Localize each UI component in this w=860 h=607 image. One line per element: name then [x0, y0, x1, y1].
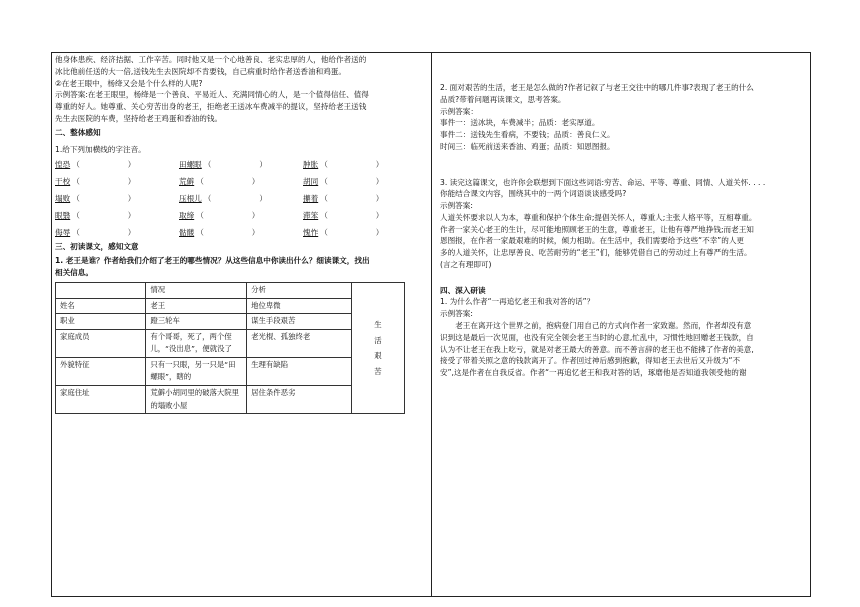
side-label-cell — [352, 283, 405, 414]
answer-blank-open: （ — [196, 210, 204, 220]
row-situation: 老王 — [146, 298, 247, 314]
table-header-cell: 分析 — [247, 283, 352, 299]
answer-blank-close: ） — [375, 160, 384, 170]
right-column — [440, 82, 807, 379]
answer-blank-open: （ — [72, 160, 80, 170]
pinyin-item — [55, 210, 179, 222]
answer-blank-close: ） — [127, 210, 136, 220]
pinyin-word: 骷髅 — [179, 227, 195, 237]
pinyin-item — [55, 193, 179, 205]
pinyin-grid — [55, 159, 427, 239]
pinyin-word: 攥着 — [303, 194, 319, 204]
intro-text: 他身体患疾、经济拮据、工作辛苦。同时他又是一个心地善良、老实忠厚的人，他给作者送的 — [55, 55, 367, 64]
row-analysis: 居住条件恶劣 — [247, 386, 352, 414]
row-situation: 蹬三轮车 — [146, 314, 247, 330]
row-situation: 有个哥哥，死了，两个侄儿，“没出息”，便就没了 — [146, 329, 247, 357]
answer-text: 作者一家关心老王的生计，尽可能地照顾老王的生意，尊重老王，让他有尊严地挣钱;而老王知 — [440, 224, 754, 234]
pinyin-item — [179, 227, 303, 239]
pinyin-word: 肿胀 — [303, 160, 319, 170]
question-text: 1. 为什么作者“一再追忆老王和我对答的话”？ — [440, 297, 595, 307]
pinyin-item — [55, 227, 179, 239]
question-2: ②在老王眼中，杨绛又会是个什么样的人呢? — [55, 78, 203, 88]
row-label: 家庭住址 — [56, 386, 146, 414]
answer-blank-open: （ — [203, 194, 212, 204]
answer-blank-open: （ — [72, 194, 80, 204]
pinyin-item — [303, 159, 427, 171]
answer-blank-open: （ — [196, 177, 204, 187]
section-heading: 三、初读课文，感知文意 — [55, 241, 139, 251]
pinyin-word: 田螺眼 — [179, 160, 202, 170]
answer-text: 先生去医院的车费，坚持给老王鸡蛋和香油的钱。 — [55, 113, 223, 123]
answer-blank-close: ） — [251, 227, 260, 237]
side-char: 苦 — [374, 366, 382, 376]
row-situation: 荒僻小胡同里的破落大院里的塌败小屋 — [146, 386, 247, 414]
example-label: 示例答案： — [440, 106, 478, 116]
pinyin-word: 滞笨 — [303, 210, 319, 220]
pinyin-word: 取缔 — [179, 210, 195, 220]
left-column — [55, 54, 427, 414]
answer-blank-open: （ — [320, 210, 328, 220]
question-text: 3. 读完这篇课文，也许你会联想到下面这些词语:穷苦、命运、平等、尊重、同情、人道关怀. . . . — [440, 177, 766, 187]
pinyin-word: 荒僻 — [179, 177, 195, 187]
answer-text: 人道关怀要求以人为本，尊重和保护个体生命;提倡关怀人，尊重人;主张人格平等，互相尊重。 — [440, 212, 757, 222]
pinyin-item — [179, 159, 303, 171]
answer-blank-open: （ — [320, 227, 328, 237]
pinyin-item — [179, 193, 303, 205]
side-char: 活 — [374, 335, 382, 345]
pinyin-word: 干校 — [55, 177, 71, 187]
answer-blank-open: （ — [320, 160, 328, 170]
row-analysis: 谋生手段艰苦 — [247, 314, 352, 330]
pinyin-item — [179, 210, 303, 222]
answer-blank-open: （ — [320, 177, 328, 187]
pinyin-item — [303, 210, 427, 222]
pinyin-word: 侮辱 — [55, 227, 71, 237]
answer-blank-close: ） — [259, 160, 267, 170]
answer-blank-close: ） — [127, 160, 136, 170]
example-label: 示例答案: — [440, 309, 473, 319]
table-header-cell — [56, 283, 146, 299]
row-label: 家庭成员 — [56, 329, 146, 357]
pinyin-item — [303, 176, 427, 188]
side-char: 艰 — [374, 351, 382, 361]
answer-text: 示例答案:在老王眼里，杨绛是一个善良、平易近人、充满同情心的人，是一个值得信任、值得 — [55, 90, 369, 100]
answer-blank-close: ） — [251, 210, 260, 220]
answer-blank-open: （ — [196, 227, 204, 237]
paragraph-text: 安”,这是作者在自我反省。作者“一再追忆老王和我对答的话，琢磨他是否知道我领受他的谢 — [440, 368, 747, 378]
question-text: 你能结合课文内容，围绕其中的一两个词语谈谈感受吗? — [440, 189, 627, 199]
pinyin-word: 惶恐 — [55, 160, 71, 170]
answer-blank-close: ） — [127, 194, 136, 204]
pinyin-word: 眼翳 — [55, 210, 71, 220]
answer-blank-open: （ — [320, 194, 328, 204]
row-situation: 只有一只眼，另一只是“田螺眼”，瞎的 — [146, 357, 247, 385]
section-heading: 二、整体感知 — [55, 127, 101, 137]
intro-text: 冰比他前任送的大一倍,送钱先生去医院却不肯要钱，自己病重时给作者送香油和鸡蛋。 — [55, 66, 346, 76]
answer-blank-close: ） — [375, 177, 384, 187]
pinyin-item — [179, 176, 303, 188]
answer-blank-close: ） — [375, 210, 384, 220]
question-text: 相关信息。 — [55, 268, 93, 278]
question-text: 品质?带着问题再读课文，思考答案。 — [440, 94, 566, 104]
column-divider — [431, 52, 432, 597]
question-text: 2. 面对艰苦的生活，老王是怎么做的?作者记叙了与老王交往中的哪几件事?表现了老王的什么 — [440, 83, 754, 92]
section-heading: 四、深入研读 — [440, 285, 486, 295]
row-analysis: 地位卑微 — [247, 298, 352, 314]
answer-note: (言之有理即可) — [440, 259, 492, 269]
paragraph-text: 认为不让老王在我上吃亏，就是对老王最大的善意。而不善言辞的老王也不能拂了作者的美意, — [440, 344, 754, 354]
table-header-cell: 情况 — [146, 283, 247, 299]
info-table — [55, 282, 405, 414]
answer-blank-open: （ — [72, 210, 80, 220]
pinyin-item — [55, 176, 179, 188]
row-label: 外貌特征 — [56, 357, 146, 385]
pinyin-word: 塌败 — [55, 194, 71, 204]
answer-blank-close: ） — [259, 194, 267, 204]
row-label: 职业 — [56, 314, 146, 330]
answer-text: 尊重的好人。她尊重、关心穷苦出身的老王，拒绝老王送冰车费减半的提议，坚持给老王送钱 — [55, 102, 367, 112]
row-analysis: 生理有缺陷 — [247, 357, 352, 385]
pinyin-word: 胡同 — [303, 177, 319, 187]
event-line: 时间三：临死前送来香油、鸡蛋；品质：知恩图报。 — [440, 141, 615, 151]
paragraph-text: 接受了带着关照之意的钱款离开了。作者回过神后感到抱歉，得知老王去世后又升级为“不 — [440, 356, 741, 366]
answer-blank-open: （ — [203, 160, 212, 170]
answer-blank-open: （ — [72, 227, 80, 237]
answer-blank-close: ） — [375, 227, 384, 237]
pinyin-word: 压根儿 — [179, 194, 202, 204]
answer-blank-close: ） — [375, 194, 384, 204]
answer-blank-close: ） — [251, 177, 260, 187]
side-char: 生 — [374, 320, 382, 329]
answer-text: 恩图报，在作者一家最艰难的时候，倾力相助。在生活中，我们需要给予这些“不幸”的人更 — [440, 236, 745, 246]
pinyin-item — [303, 193, 427, 205]
event-line: 事件一：送冰块，车费减半；品质：老实厚道。 — [440, 118, 600, 128]
pinyin-item — [55, 159, 179, 171]
answer-blank-close: ） — [127, 227, 136, 237]
paragraph-text: 识到这是最后一次见面，也没有完全领会老王当时的心意,忙乱中，习惯性地回赠老王钱款，自 — [440, 332, 754, 342]
task-instruction: 1.给下列加横线的字注音。 — [55, 145, 146, 155]
answer-text: 多的人道关怀，让忠厚善良、吃苦耐劳的“老王”们，能够凭借自己的劳动过上有尊严的生活。 — [440, 248, 752, 258]
pinyin-word: 愧怍 — [303, 227, 319, 237]
event-line: 事件二：送钱先生看病，不要钱；品质：善良仁义。 — [440, 130, 615, 140]
answer-blank-close: ） — [127, 177, 136, 187]
table-header-row — [56, 283, 405, 299]
row-analysis: 老光棍、孤独终老 — [247, 329, 352, 357]
row-label: 姓名 — [56, 298, 146, 314]
paragraph-text: 老王在离开这个世界之前，抱病登门用自己的方式向作者一家致谢。然而，作者却没有意 — [455, 321, 752, 331]
pinyin-item — [303, 227, 427, 239]
example-label: 示例答案: — [440, 201, 473, 211]
answer-blank-open: （ — [72, 177, 80, 187]
question-text: 1. 老王是谁？作者给我们介绍了老王的哪些情况？从这些信息中你读出什么？细读课文，找出 — [55, 256, 370, 266]
